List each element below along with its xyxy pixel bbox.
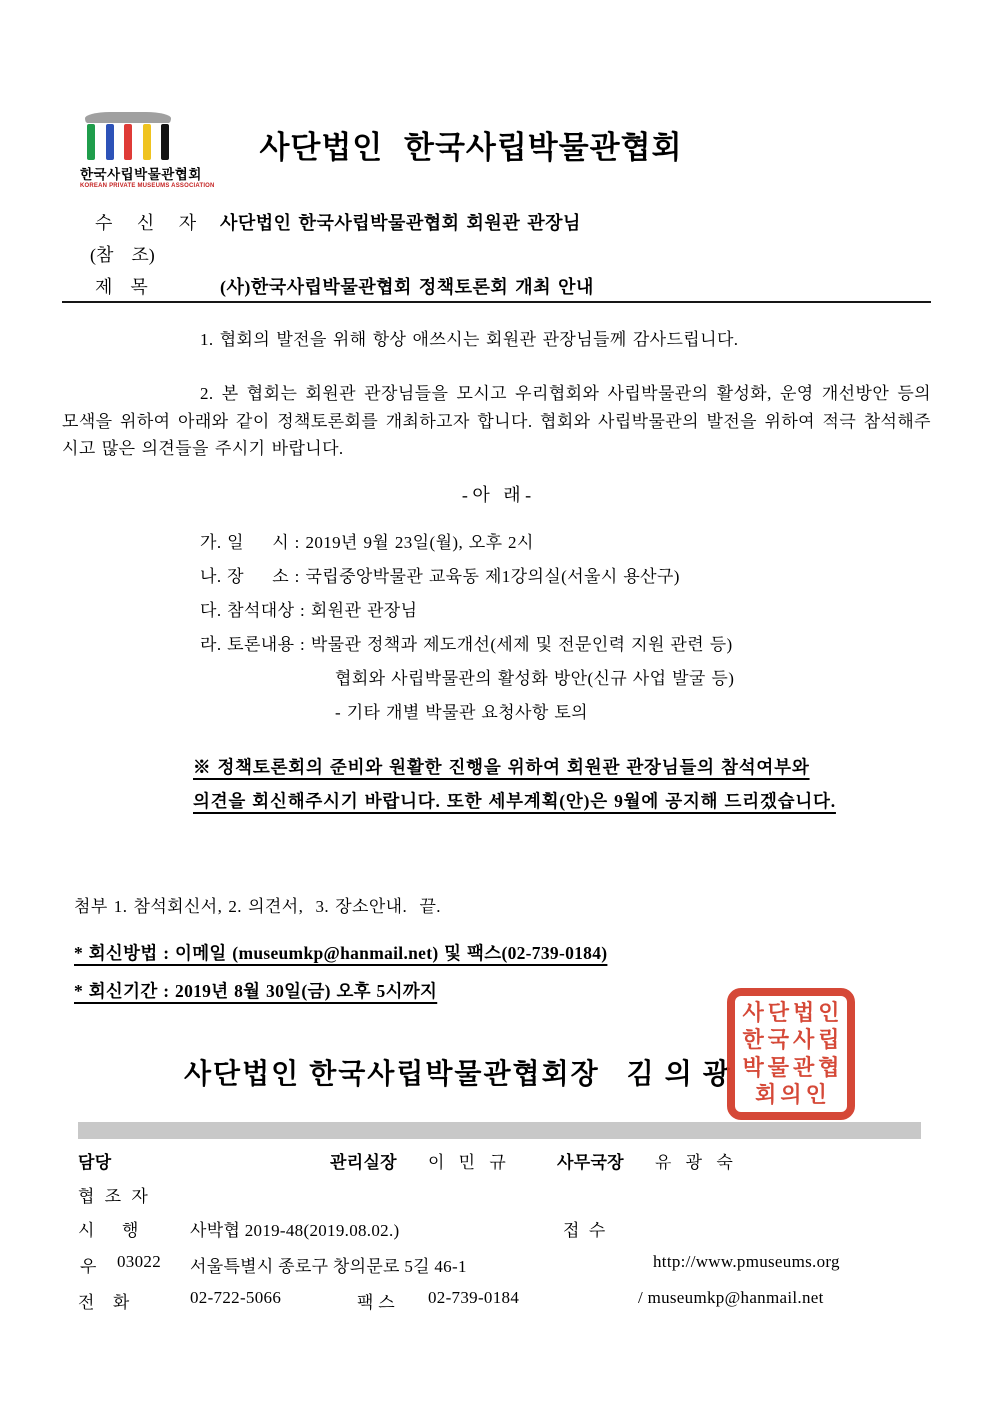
footer-issue-label: 시 행 xyxy=(78,1221,139,1240)
footer-manager-name: 이 민 규 xyxy=(428,1153,511,1172)
official-seal xyxy=(727,988,855,1120)
below-divider-label: - 아 래 - xyxy=(461,485,532,505)
subject-value: (사)한국사립박물관협회 정책토론회 개최 안내 xyxy=(220,277,594,297)
signature-line: 사단법인 한국사립박물관협회장 김 의 광 xyxy=(184,1059,732,1090)
footer-website-url: http://www.pmuseums.org xyxy=(653,1252,840,1271)
footer-manager-label: 관리실장 xyxy=(330,1153,397,1172)
footer-email: / museumkp@hanmail.net xyxy=(638,1288,824,1307)
schedule-attendee-row: 다. 참석대상 : 회원관 관장님 xyxy=(200,601,418,620)
reply-deadline-line: * 회신기간 : 2019년 8월 30일(금) 오후 5시까지 xyxy=(74,981,438,1001)
schedule-topic-row-cont: 협회와 사립박물관의 활성화 방안(신규 사업 발굴 등) xyxy=(335,669,735,688)
notice-line-1: ※ 정책토론회의 준비와 원활한 진행을 위하여 회원관 관장님들의 참석여부와 xyxy=(193,757,810,777)
seal-text-row: 사단법인 xyxy=(742,999,844,1025)
seal-text-row: 박물관협 xyxy=(742,1054,844,1080)
footer-zip-label: 우 xyxy=(80,1257,97,1276)
footer-in-charge-label: 담당 xyxy=(78,1153,112,1172)
footer-doc-number: 사박협 2019-48(2019.08.02.) xyxy=(190,1221,400,1240)
recipient-label xyxy=(95,209,206,235)
schedule-place-row: 나. 장 소 : 국립중앙박물관 교육동 제1강의실(서울시 용산구) xyxy=(200,567,680,586)
logo-org-name-en: KOREAN PRIVATE MUSEUMS ASSOCIATION xyxy=(80,183,215,189)
footer-fax-label: 팩 스 xyxy=(357,1293,395,1312)
schedule-topic-row: 라. 토론내용 : 박물관 정책과 제도개선(세제 및 전문인력 지원 관련 등) xyxy=(200,635,733,654)
notice-line-2: 의견을 회신해주시기 바랍니다. 또한 세부계획(안)은 9월에 공지해 드리겠습니다. xyxy=(193,791,836,811)
seal-text-row: 한국사립 xyxy=(742,1027,844,1053)
footer-cooperator-label: 협 조 자 xyxy=(78,1187,151,1206)
recipient-value: 사단법인 한국사립박물관협회 회원관 관장님 xyxy=(220,213,581,233)
footer-tel-label: 전 화 xyxy=(78,1293,130,1312)
footer-fax-number: 02-739-0184 xyxy=(428,1288,520,1307)
recipient-label-text: 수 신 자 xyxy=(95,213,207,233)
footer-divider-band xyxy=(78,1122,921,1139)
footer-tel-number: 02-722-5066 xyxy=(190,1288,282,1307)
reply-method-line: * 회신방법 : 이메일 (museumkp@hanmail.net) 및 팩스(02-739-0184) xyxy=(74,943,608,963)
subject-label: 제 목 xyxy=(95,277,148,297)
document-title: 사단법인 한국사립박물관협회 xyxy=(259,130,683,165)
attachment-line: 첨부 1. 참석회신서, 2. 의견서, 3. 장소안내. 끝. xyxy=(74,897,441,916)
paragraph-1: 1. 협회의 발전을 위해 항상 애쓰시는 회원관 관장님들께 감사드립니다. xyxy=(200,330,739,349)
header-divider-line xyxy=(62,301,931,303)
cc-label: (참 조) xyxy=(90,245,155,265)
footer-secretary-label: 사무국장 xyxy=(557,1153,624,1172)
footer-secretary-name: 유 광 숙 xyxy=(655,1153,738,1172)
schedule-date-row: 가. 일 시 : 2019년 9월 23일(월), 오후 2시 xyxy=(200,533,534,552)
paragraph-2: 2. 본 협회는 회원관 관장님들을 모시고 우리협회와 사립박물관의 활성화, 운영 개선방안 등의 모색을 위하여 아래와 같이 정책토론회를 개최하고자 합니다. 협회와 사립박물관의 발전을 위하여 적극 참석해주시고 많은 의견들을 주시기 바랍니다. xyxy=(62,384,931,458)
footer-receipt-label: 접 수 xyxy=(563,1221,606,1240)
schedule-topic-row-cont: - 기타 개별 박물관 요청사항 토의 xyxy=(335,703,588,722)
footer-zip-code: 03022 xyxy=(117,1252,161,1271)
logo-org-name-ko: 한국사립박물관협회 xyxy=(80,167,202,182)
seal-text-row: 회의인 xyxy=(755,1082,831,1108)
footer-address: 서울특별시 종로구 창의문로 5길 46-1 xyxy=(190,1257,467,1276)
